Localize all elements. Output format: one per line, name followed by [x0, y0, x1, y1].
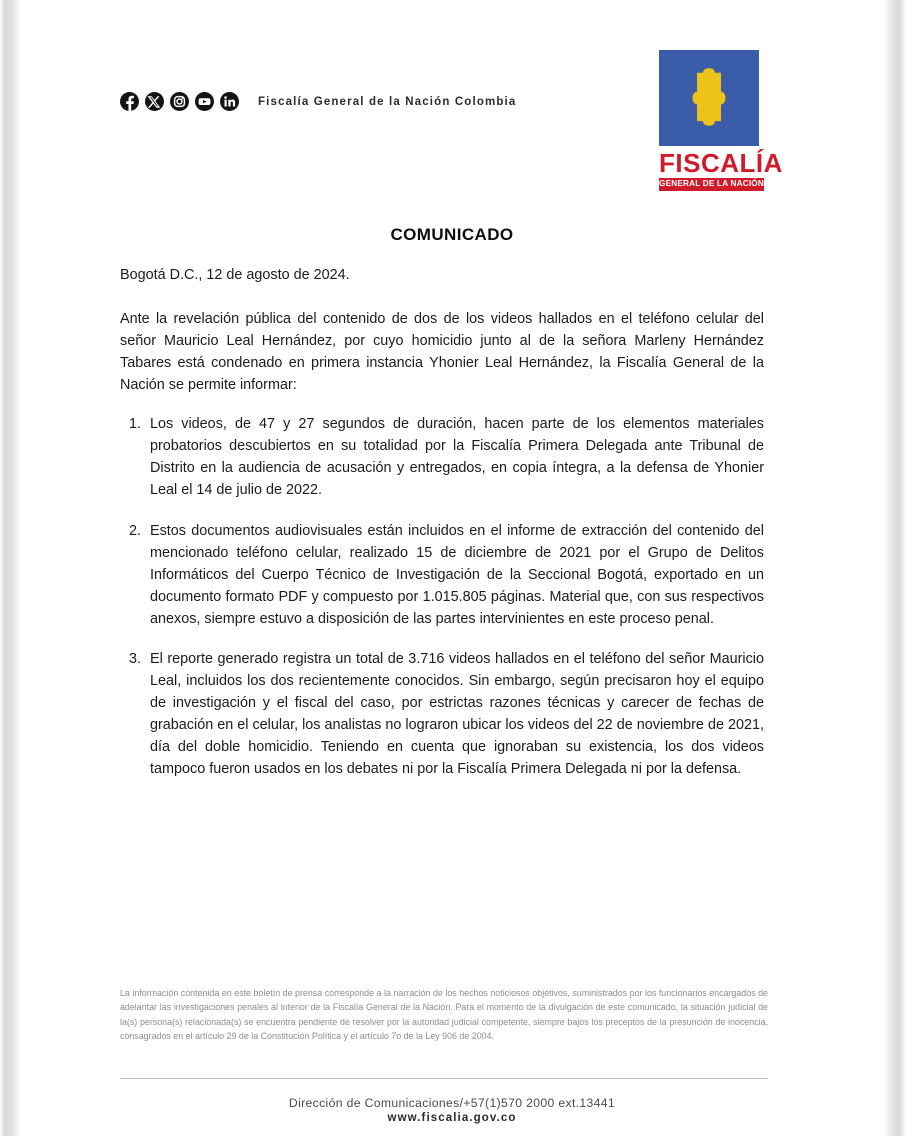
footer-contact	[20, 1095, 884, 1127]
page-edge-left-shadow	[0, 0, 20, 1136]
social-links-row	[120, 92, 516, 111]
fiscalia-logo	[659, 50, 783, 191]
x-twitter-icon[interactable]	[145, 92, 164, 111]
logo-wordmark: FISCALÍA	[659, 148, 783, 178]
linkedin-icon[interactable]	[220, 92, 239, 111]
footer-divider	[120, 1078, 768, 1079]
list-item: 2. Estos documentos audiovisuales están incluidos en el informe de extracción del contenido del mencionado teléfono celular, realizado 15 de diciembre de 2021 por el Grupo de Delitos Informáticos del Cuerpo Técnico de Investigación de la Seccional Bogotá, exportado en un documento formato PDF y compuesto por 1.015.805 páginas. Material que, con sus respectivos anexos, siempre estuvo a disposición de las partes intervinientes en este proceso penal.	[145, 521, 764, 630]
list-item: 3. El reporte generado registra un total de 3.716 videos hallados en el teléfono del señor Mauricio Leal, incluidos los dos recientemente conocidos. Sin embargo, según precisaron hoy el equipo de investigación y el fiscal del caso, por estrictas razones técnicas y carecer de fechas de grabación en el celular, los analistas no lograron ubicar los videos del 22 de noviembre de 2021, día del doble homicidio. Teniendo en cuenta que ignoraban su existencia, los dos videos tampoco fueron usados en los debates ni por la Fiscalía Primera Delegada ni por la defensa.	[145, 649, 764, 780]
youtube-icon[interactable]	[195, 92, 214, 111]
intro-paragraph: Ante la revelación pública del contenido de dos de los videos hallados en el teléfono celular del señor Mauricio Leal Hernández, por cuyo homicidio junto al de la señora Marleny Hernández Tabares está condenado en primera instancia Yhonier Leal Hernández, la Fiscalía General de la Nación se permite informar:	[120, 310, 764, 393]
document-page	[20, 0, 884, 1136]
legal-disclaimer: La información contenida en este boletín de prensa corresponde a la narración de los hechos noticiosos objetivos, suministrados por los funcionarios encargados de adelantar las investigaciones penales al interior de la Fiscalía General de la Nación. Para el momento de la divulgación de este comunicado, la situación judicial de la(s) persona(s) relacionada(s) se encuentra pendiente de resolver por la autoridad judicial competente, siempre bajos los preceptos de la presunción de inocencia, consagrados en el artículo 29 de la Constitución Política y el artículo 7o de la Ley 906 de 2004.	[120, 988, 768, 1042]
numbered-list	[120, 414, 764, 780]
logo-puzzle-emblem	[659, 50, 759, 146]
facebook-icon[interactable]	[120, 92, 139, 111]
list-item: 1. Los videos, de 47 y 27 segundos de duración, hacen parte de los elementos materiales probatorios descubiertos en su totalidad por la Fiscalía Primera Delegada ante Tribunal de Distrito en la audiencia de acusación y entregados, en copia íntegra, a la defensa de Yhonier Leal el 14 de julio de 2022.	[145, 414, 764, 502]
page-title: COMUNICADO	[390, 225, 514, 244]
footer-phone-line: Dirección de Comunicaciones/+57(1)570 2000 ext.13441	[288, 1096, 616, 1110]
document-body	[120, 265, 764, 800]
instagram-icon[interactable]	[170, 92, 189, 111]
dateline: Bogotá D.C., 12 de agosto de 2024.	[120, 267, 350, 283]
footer-website[interactable]: www.fiscalia.gov.co	[387, 1112, 517, 1125]
document-header	[20, 45, 884, 195]
page-edge-right-shadow	[884, 0, 906, 1136]
logo-subtitle: GENERAL DE LA NACIÓN	[659, 178, 764, 191]
brand-name-label: Fiscalía General de la Nación Colombia	[258, 95, 517, 108]
